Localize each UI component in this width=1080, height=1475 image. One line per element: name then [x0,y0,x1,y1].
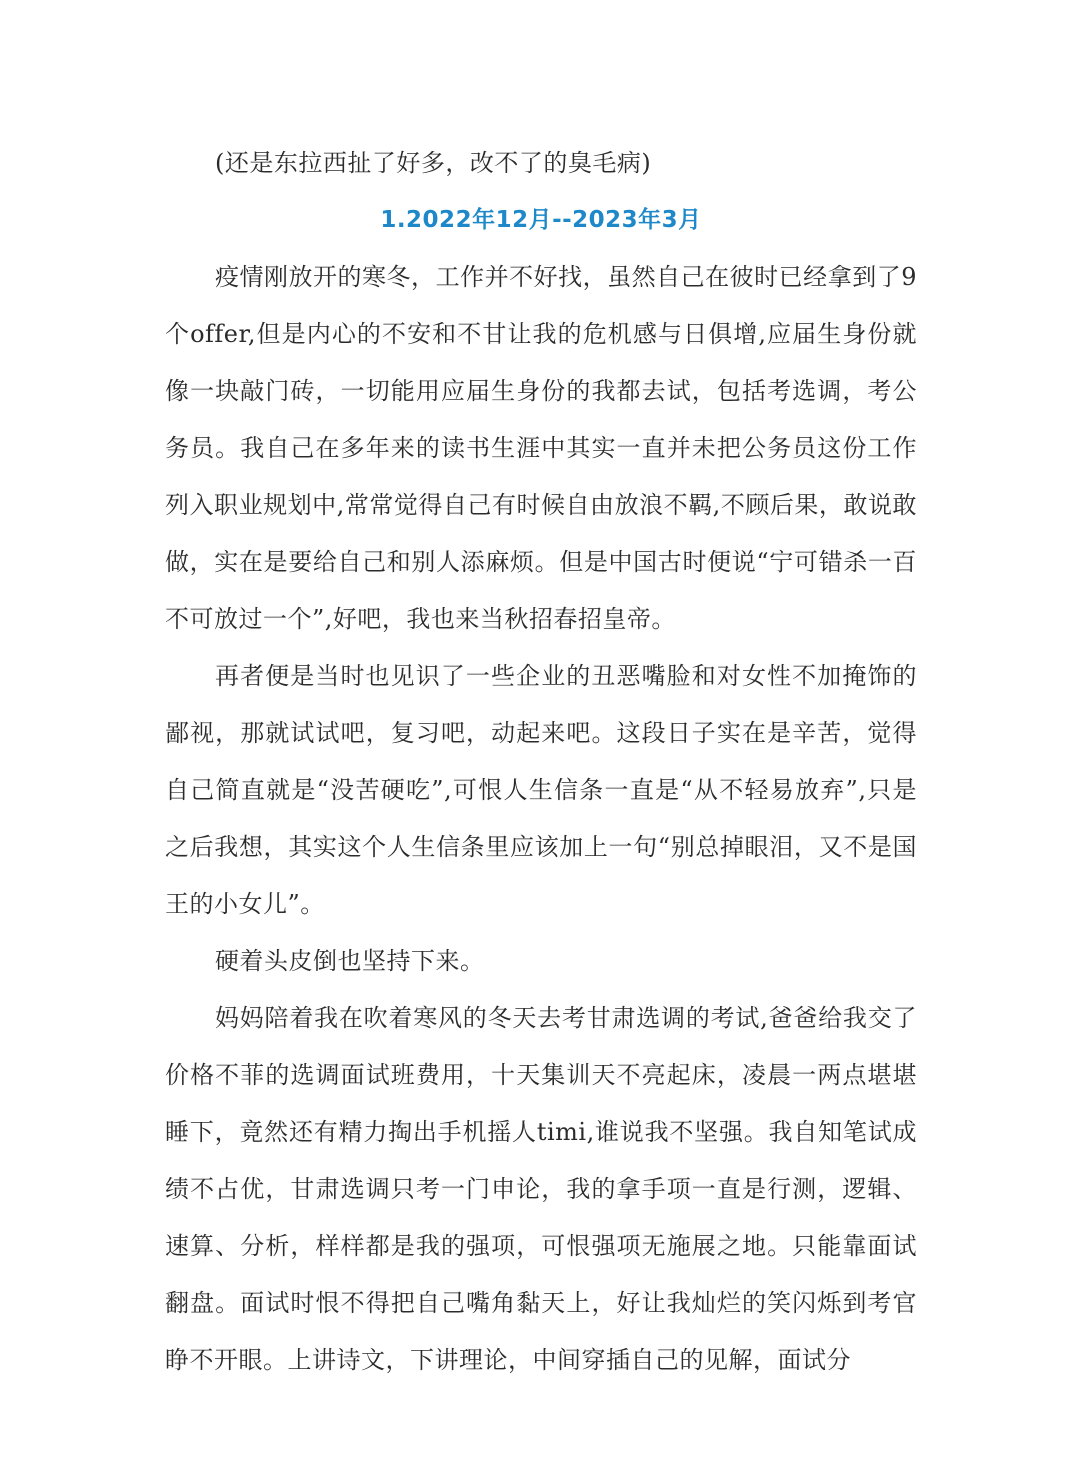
body-paragraph-1: 疫情刚放开的寒冬，工作并不好找，虽然自己在彼时已经拿到了9个offer,但是内心的不安和不甘让我的危机感与日俱增,应届生身份就像一块敲门砖，一切能用应届生身份的我都去试，包括考选调，考公务员。我自己在多年来的读书生涯中其实一直并未把公务员这份工作列入职业规划中,常常觉得自己有时候自由放浪不羁,不顾后果，敢说敢做，实在是要给自己和别人添麻烦。但是中国古时便说“宁可错杀一百不可放过一个”,好吧，我也来当秋招春招皇帝。 [165,263,917,633]
body-paragraph-2: 再者便是当时也见识了一些企业的丑恶嘴脸和对女性不加掩饰的鄙视，那就试试吧，复习吧，动起来吧。这段日子实在是辛苦，觉得自己简直就是“没苦硬吃”,可恨人生信条一直是“从不轻易放弃”,只是之后我想，其实这个人生信条里应该加上一句“别总掉眼泪，又不是国王的小女儿”。 [165,662,917,918]
intro-paragraph: (还是东拉西扯了好多，改不了的臭毛病) [215,149,652,177]
section-heading: 1.2022年12月--2023年3月 [380,207,702,233]
body-paragraph-4: 妈妈陪着我在吹着寒风的冬天去考甘肃选调的考试,爸爸给我交了价格不菲的选调面试班费用，十天集训天不亮起床，凌晨一两点堪堪睡下，竟然还有精力掏出手机摇人timi,谁说我不坚强。我自知笔试成绩不占优，甘肃选调只考一门申论，我的拿手项一直是行测，逻辑、速算、分析，样样都是我的强项，可恨强项无施展之地。只能靠面试翻盘。面试时恨不得把自己嘴角黏天上，好让我灿烂的笑闪烁到考官睁不开眼。上讲诗文，下讲理论，中间穿插自己的见解，面试分 [165,1004,917,1374]
body-paragraph-3: 硬着头皮倒也坚持下来。 [215,947,485,975]
document-body [165,135,917,1389]
